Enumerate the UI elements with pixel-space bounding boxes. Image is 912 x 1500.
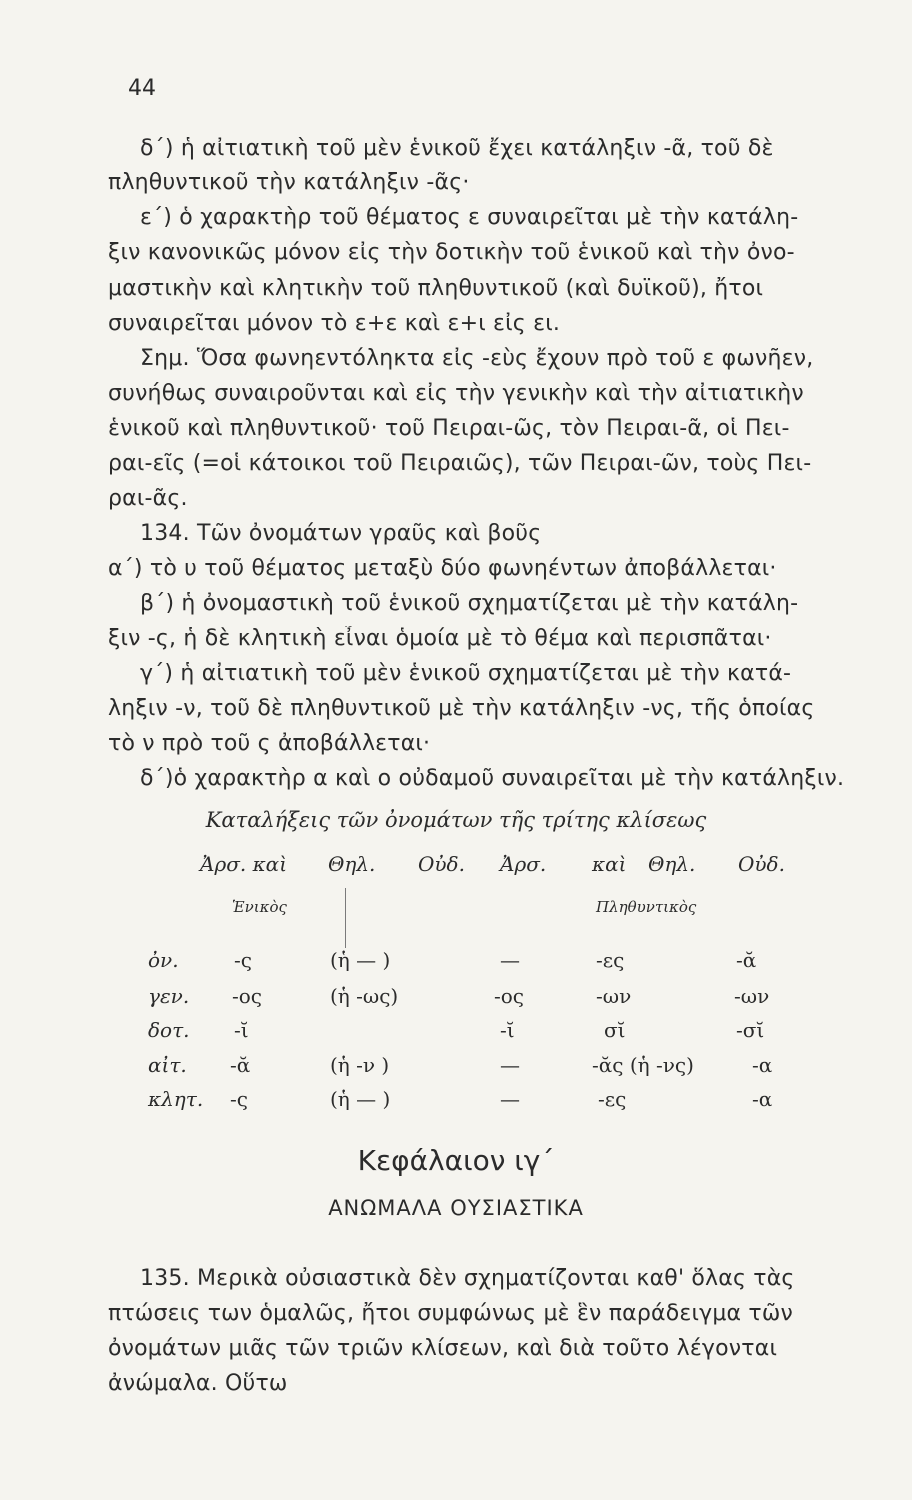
text-line: συναιρεῖται μόνον τὸ ε+ε καὶ ε+ι εἰς ει. xyxy=(108,311,561,336)
plural-label: Πληθυντικὸς xyxy=(596,898,697,916)
table-cell: -ων xyxy=(596,984,632,1008)
singular-label: Ἑνικὸς xyxy=(232,898,287,916)
text-line: ξιν -ς, ἡ δὲ κλητικὴ εἶναι ὁμοία μὲ τὸ θέμα καὶ περισπᾶται· xyxy=(108,626,772,651)
col-header-neut-pl: Οὐδ. xyxy=(738,852,785,876)
table-cell: -σῐ xyxy=(736,1018,765,1042)
case-label: δοτ. xyxy=(148,1018,190,1042)
table-cell: σῐ xyxy=(604,1018,626,1042)
text-line: ἑνικοῦ καὶ πληθυντικοῦ· τοῦ Πειραι-ῶς, τὸν Πειραι-ᾶ, οἱ Πει- xyxy=(108,416,790,441)
table-cell: -ᾰ xyxy=(736,948,757,972)
col-header-fem-pl: Θηλ. xyxy=(648,852,696,876)
table-cell: (ἡ -ν ) xyxy=(330,1053,390,1077)
table-cell: — xyxy=(500,1053,520,1077)
table-cell: -ων xyxy=(734,984,770,1008)
col-header-neut: Οὐδ. xyxy=(418,852,465,876)
text-line: δ΄)ὁ χαρακτὴρ α καὶ ο οὐδαμοῦ συναιρεῖται μὲ τὴν κατάληξιν. xyxy=(140,766,845,791)
table-cell: -α xyxy=(752,1087,773,1111)
table-cell: -ος xyxy=(232,984,262,1008)
table-cell: -ες xyxy=(596,948,625,972)
table-caption: Καταλήξεις τῶν ὀνομάτων τῆς τρίτης κλίσεως xyxy=(205,808,707,832)
table-cell: -ες xyxy=(598,1087,627,1111)
col-header-and-pl: καὶ xyxy=(592,852,627,876)
text-line: πτώσεις των ὁμαλῶς, ἤτοι συμφώνως μὲ ἓν παράδειγμα τῶν xyxy=(108,1301,793,1326)
text-line: ε΄) ὁ χαρακτὴρ τοῦ θέματος ε συναιρεῖται μὲ τὴν κατάλη- xyxy=(140,205,799,230)
table-cell: (ἡ — ) xyxy=(330,948,391,972)
table-cell: -ῐ xyxy=(500,1018,515,1042)
text-line: ξιν κανονικῶς μόνον εἰς τὴν δοτικὴν τοῦ ἑνικοῦ καὶ τὴν ὀνο- xyxy=(108,240,795,265)
chapter-title: Κεφάλαιον ιγ΄ xyxy=(357,1144,555,1177)
table-cell: -ᾰς (ἡ -νς) xyxy=(592,1053,694,1077)
text-line: πληθυντικοῦ τὴν κατάληξιν -ᾶς· xyxy=(108,170,470,195)
text-line: α΄) τὸ υ τοῦ θέματος μεταξὺ δύο φωνηέντων ἀποβάλλεται· xyxy=(108,556,777,581)
case-label: ὀν. xyxy=(148,948,179,972)
chapter-subtitle: ΑΝΩΜΑΛΑ ΟΥΣΙΑΣΤΙΚΑ xyxy=(328,1196,584,1220)
table-cell: -ς xyxy=(234,948,252,972)
text-line: ἀνώμαλα. Οὕτω xyxy=(108,1371,288,1396)
case-label: γεν. xyxy=(148,984,190,1008)
column-divider xyxy=(345,888,346,948)
col-header-masc: Ἀρσ. καὶ xyxy=(200,852,288,876)
table-cell: — xyxy=(500,1087,520,1111)
case-label: κλητ. xyxy=(148,1087,204,1111)
text-line: τὸ ν πρὸ τοῦ ς ἀποβάλλεται· xyxy=(108,731,431,756)
text-line: γ΄) ἡ αἰτιατικὴ τοῦ μὲν ἑνικοῦ σχηματίζεται μὲ τὴν κατά- xyxy=(140,661,792,686)
table-cell: -ος xyxy=(494,984,524,1008)
text-line: ραι-εῖς (=οἱ κάτοικοι τοῦ Πειραιῶς), τῶν Πειραι-ῶν, τοὺς Πει- xyxy=(108,451,812,476)
text-line: ληξιν -ν, τοῦ δὲ πληθυντικοῦ μὲ τὴν κατάληξιν -νς, τῆς ὁποίας xyxy=(108,696,815,721)
table-cell: -ς xyxy=(230,1087,248,1111)
table-cell: -α xyxy=(752,1053,773,1077)
table-cell: — xyxy=(500,948,520,972)
col-header-fem: Θηλ. xyxy=(328,852,376,876)
text-line: ὀνομάτων μιᾶς τῶν τριῶν κλίσεων, καὶ διὰ τοῦτο λέγονται xyxy=(108,1336,778,1361)
case-label: αἰτ. xyxy=(148,1053,187,1077)
text-line: ραι-ᾶς. xyxy=(108,486,188,511)
page-number: 44 xyxy=(128,76,156,101)
table-cell: (ἡ -ως) xyxy=(330,984,399,1008)
table-cell: -ᾰ xyxy=(230,1053,251,1077)
table-cell: (ἡ — ) xyxy=(330,1087,391,1111)
section-heading-134: 134. Τῶν ὀνομάτων γραῦς καὶ βοῦς xyxy=(140,521,542,546)
text-line: β΄) ἡ ὀνομαστικὴ τοῦ ἑνικοῦ σχηματίζεται μὲ τὴν κατάλη- xyxy=(140,591,799,616)
text-line: δ΄) ἡ αἰτιατικὴ τοῦ μὲν ἑνικοῦ ἔχει κατάληξιν -ᾶ, τοῦ δὲ xyxy=(140,136,774,161)
text-line: μαστικὴν καὶ κλητικὴν τοῦ πληθυντικοῦ (καὶ δυϊκοῦ), ἤτοι xyxy=(108,276,764,301)
text-line: συνήθως συναιροῦνται καὶ εἰς τὴν γενικὴν καὶ τὴν αἰτιατικὴν xyxy=(108,381,804,406)
text-line: Σημ. Ὅσα φωνηεντόληκτα εἰς -εὺς ἔχουν πρὸ τοῦ ε φωνῆεν, xyxy=(140,346,814,371)
text-line: 135. Μερικὰ οὐσιαστικὰ δὲν σχηματίζονται καθ' ὅλας τὰς xyxy=(140,1266,795,1291)
table-cell: -ῐ xyxy=(234,1018,249,1042)
col-header-masc-pl: Ἀρσ. xyxy=(500,852,547,876)
